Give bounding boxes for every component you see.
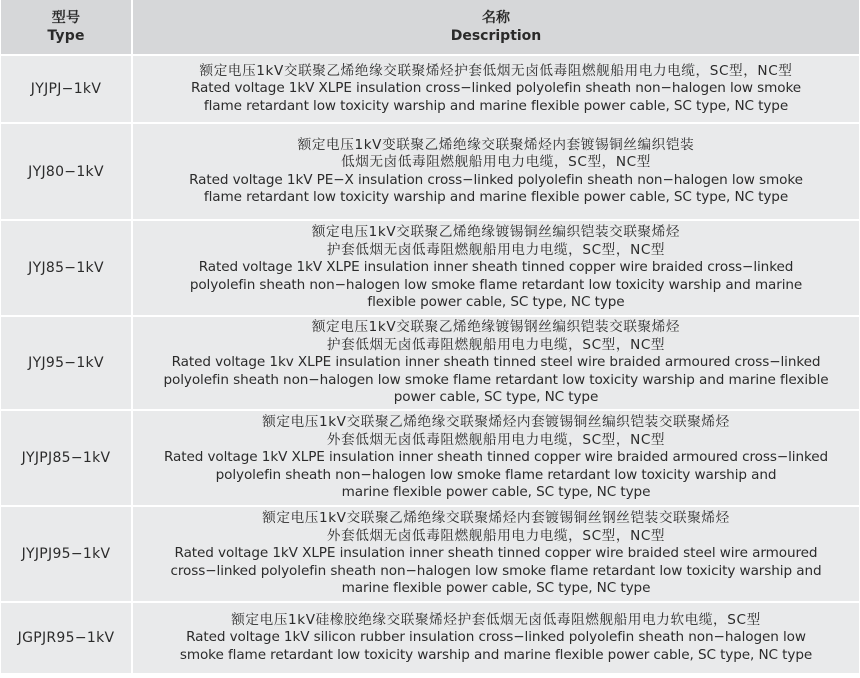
table-row [1, 317, 859, 411]
description-cell [133, 56, 859, 122]
description-cell [133, 124, 859, 219]
description-line-zh: 额定电压1kV交联聚乙烯绝缘交联聚烯烃护套低烟无卤低毒阻燃舰船用电力电缆，SC型，NC型 [199, 62, 793, 79]
description-line-zh: 护套低烟无卤低毒阻燃舰船用电力电缆，SC型，NC型 [326, 241, 666, 258]
type-value: JGPJR95−1kV [17, 630, 115, 646]
description-line-zh: 额定电压1kV交联聚乙烯绝缘镀锡钢丝编织铠装交联聚烯烃 [311, 319, 681, 336]
type-cell [1, 56, 133, 122]
description-cell [133, 603, 859, 673]
table-row [1, 56, 859, 124]
table-row [1, 411, 859, 507]
description-line-zh: 额定电压1kV变联聚乙烯绝缘交联聚烯烃内套镀锡铜丝编织铠装 [297, 136, 695, 153]
type-cell [1, 317, 133, 409]
description-line-zh: 低烟无卤低毒阻燃舰船用电力电缆，SC型，NC型 [341, 154, 651, 171]
description-line-en: power cable, SC type, NC type [393, 389, 599, 406]
table-row [1, 124, 859, 221]
description-line-en: cross−linked polyolefin sheath non−halogen low smoke flame retardant low toxicity warship and [170, 562, 822, 579]
description-cell [133, 411, 859, 505]
description-line-en: Rated voltage 1kv XLPE insulation inner sheath tinned steel wire braided armoured cross−linked [171, 354, 821, 371]
description-line-en: Rated voltage 1kV XLPE insulation inner sheath tinned copper wire braided steel wire armoured [174, 545, 818, 562]
description-line-zh: 额定电压1kV交联聚乙烯绝缘镀锡铜丝编织铠装交联聚烯烃 [311, 224, 681, 241]
table-row [1, 603, 859, 675]
type-value: JYJPJ95−1kV [21, 546, 111, 562]
type-value: JYJ85−1kV [28, 260, 104, 276]
cable-type-table [1, 0, 859, 675]
description-line-en: polyolefin sheath non−halogen low smoke flame retardant low toxicity warship and marine flexible [163, 371, 829, 388]
description-line-en: flame retardant low toxicity warship and marine flexible power cable, SC type, NC type [203, 97, 789, 114]
description-cell [133, 507, 859, 601]
description-line-en: marine flexible power cable, SC type, NC type [341, 484, 651, 501]
type-cell [1, 124, 133, 219]
table-header-row [1, 0, 859, 56]
description-line-zh: 额定电压1kV交联聚乙烯绝缘交联聚烯烃内套镀锡铜丝钢丝铠装交联聚烯烃 [262, 510, 730, 527]
header-type-en: Type [47, 28, 85, 44]
type-cell [1, 507, 133, 601]
description-line-en: Rated voltage 1kV XLPE insulation inner sheath tinned copper wire braided cross−linked [198, 259, 794, 276]
table-row [1, 507, 859, 603]
description-line-zh: 外套低烟无卤低毒阻燃舰船用电力电缆，SC型，NC型 [326, 527, 666, 544]
description-line-en: Rated voltage 1kV XLPE insulation inner sheath tinned copper wire braided armoured cross−linked [163, 449, 829, 466]
description-line-en: polyolefin sheath non−halogen low smoke flame retardant low toxicity warship and marine [189, 276, 803, 293]
description-line-zh: 护套低烟无卤低毒阻燃舰船用电力电缆，SC型，NC型 [326, 336, 666, 353]
description-line-en: polyolefin sheath non−halogen low smoke flame retardant low toxicity warship and [215, 466, 777, 483]
header-type-cell [1, 0, 133, 54]
type-value: JYJPJ85−1kV [21, 450, 111, 466]
description-cell [133, 221, 859, 315]
header-desc-zh: 名称 [482, 10, 510, 26]
description-line-en: flame retardant low toxicity warship and marine flexible power cable, SC type, NC type [203, 188, 789, 205]
type-cell [1, 221, 133, 315]
header-type-zh: 型号 [51, 10, 81, 26]
table-row [1, 221, 859, 317]
description-line-en: marine flexible power cable, SC type, NC type [341, 580, 651, 597]
description-line-en: Rated voltage 1kV silicon rubber insulation cross−linked polyolefin sheath non−halogen low [186, 629, 806, 646]
description-line-en: smoke flame retardant low toxicity warship and marine flexible power cable, SC type, NC type [179, 646, 813, 663]
description-line-en: Rated voltage 1kV XLPE insulation cross−linked polyolefin sheath non−halogen low smoke [190, 80, 802, 97]
description-line-en: Rated voltage 1kV PE−X insulation cross−linked polyolefin sheath non−halogen low smoke [189, 171, 803, 188]
type-cell [1, 411, 133, 505]
type-value: JYJ95−1kV [28, 355, 104, 371]
type-value: JYJ80−1kV [28, 163, 104, 180]
header-desc-en: Description [450, 28, 542, 44]
description-cell [133, 317, 859, 409]
type-value: JYJPJ−1kV [30, 81, 102, 97]
header-desc-cell [133, 0, 859, 54]
description-line-zh: 额定电压1kV交联聚乙烯绝缘交联聚烯烃内套镀锡铜丝编织铠装交联聚烯烃 [262, 414, 730, 431]
type-cell [1, 603, 133, 673]
description-line-zh: 外套低烟无卤低毒阻燃舰船用电力电缆，SC型，NC型 [326, 431, 666, 448]
description-line-zh: 额定电压1kV硅橡胶绝缘交联聚烯烃护套低烟无卤低毒阻燃舰船用电力软电缆，SC型 [231, 611, 761, 628]
description-line-en: flexible power cable, SC type, NC type [367, 294, 625, 311]
